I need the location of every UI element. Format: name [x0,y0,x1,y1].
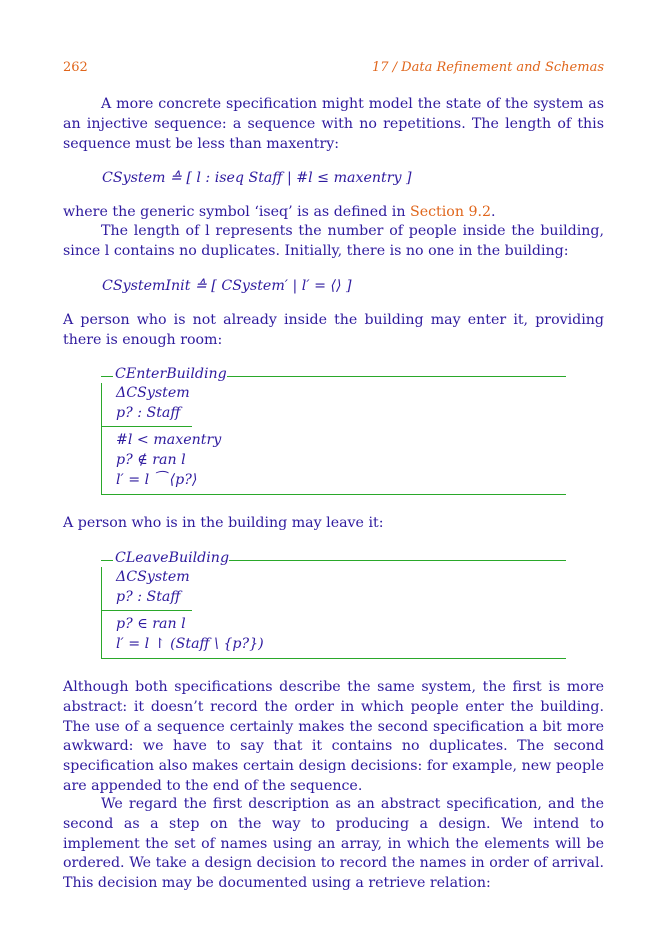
page-number: 262 [63,60,88,75]
paragraph-iseq [63,203,604,223]
paragraph-iseq-text: where the generic symbol ‘iseq’ is as defined in [63,204,410,220]
paragraph-concrete-spec: A more concrete specification might model the state of the system as an injective sequence: a sequence with no repetitions. The length of this sequence must be less than maxentry: [63,96,604,152]
schema-declaration: p? : Staff [116,589,181,605]
schema-body [101,383,566,495]
schema-predicate: p? ∉ ran l [116,452,186,468]
definition-csystem: CSystem ≙ [ l : iseq Staff | #l ≤ maxentry ] [102,170,412,186]
schema-declaration: ΔCSystem [116,385,190,401]
schema-leave-building [101,549,566,659]
schema-body [101,567,566,659]
section-link[interactable]: Section 9.2 [409,204,492,220]
paragraph-design: We regard the first description as an abstract specification, and the second as a step on the way to producing a design. We intend to implement the set of names using an array, in which the elements will be ordered. We take a design decision to record the names in order of arrival. This decision may be documented using a retrieve relation: [63,796,604,892]
running-header: 17 / Data Refinement and Schemas [371,60,604,75]
schema-predicate: p? ∈ ran l [116,616,186,632]
definition-csysteminit: CSystemInit ≙ [ CSystem′ | l′ = ⟨⟩ ] [102,278,352,294]
schema-predicate: l′ = l ↾ (Staff \ {p?}) [116,636,264,652]
schema-rule [101,376,113,377]
schema-header [101,365,566,383]
schema-enter-building [101,365,566,495]
schema-header [101,549,566,567]
paragraph-comparison: Although both specifications describe the same system, the first is more abstract: it doesn’t record the order in which people enter the building. The use of a sequence certainly makes the second specification a bit more awkward: we have to say that it contains no duplicates. The second specification also makes certain design decisions: for example, new people are appended to the end of the sequence. [63,679,604,794]
paragraph-leave-intro: A person who is in the building may leave it: [63,515,384,531]
paragraph-length: The length of l represents the number of people inside the building, since l contains no duplicates. Initially, there is no one in the building: [63,223,604,259]
paragraph-iseq-end: . [491,204,496,220]
schema-rule [101,560,113,561]
schema-name: CEnterBuilding [115,366,227,382]
schema-divider [102,610,192,611]
schema-rule [227,376,566,377]
schema-name: CLeaveBuilding [115,550,230,566]
schema-declaration: ΔCSystem [116,569,190,585]
schema-declaration: p? : Staff [116,405,181,421]
schema-rule [229,560,566,561]
schema-divider [102,426,192,427]
schema-predicate: l′ = l ⁀ ⟨p?⟩ [116,472,198,488]
paragraph-enter-intro: A person who is not already inside the building may enter it, providing there is enough room: [63,312,604,348]
schema-predicate: #l < maxentry [116,432,222,448]
